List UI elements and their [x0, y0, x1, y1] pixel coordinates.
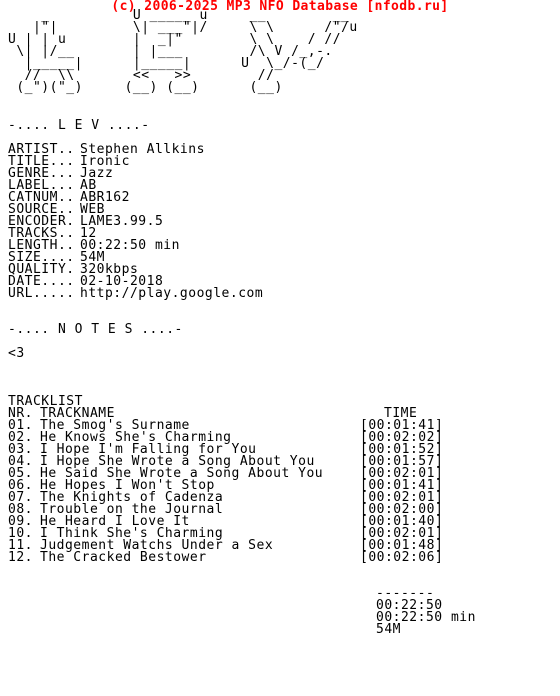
notes-title: -.... N O T E S ....- [8, 322, 183, 337]
ascii-art-logo [8, 10, 358, 94]
ascii-art-line: |_____| |_____| U \_/-(_/ [8, 56, 325, 71]
track-number: 09. [8, 514, 33, 529]
info-value: 54M [80, 250, 105, 265]
track-time: [00:02:00] [360, 502, 444, 517]
ascii-art-line: (_")("_) (__) (__) (__) [8, 80, 283, 95]
info-label: URL..... [8, 286, 75, 301]
track-time: [00:01:40] [360, 514, 444, 529]
track-name: Trouble on the Journal [40, 502, 224, 517]
track-name: I Hope She Wrote a Song About You [40, 454, 315, 469]
track-name: He Knows She's Charming [40, 430, 232, 445]
track-number: 02. [8, 430, 33, 445]
ascii-art-line: _ U _____ u __ __ [8, 8, 350, 23]
info-label: SOURCE.. [8, 202, 75, 217]
track-time: [00:01:48] [360, 538, 444, 553]
track-time: [00:02:02] [360, 430, 444, 445]
ascii-art-line: \| |/__ | |___ /\ V /_,-. [8, 44, 333, 59]
track-number: 10. [8, 526, 33, 541]
track-number: 12. [8, 550, 33, 565]
tracklist-heading: TRACKLIST [8, 394, 83, 409]
track-number: 07. [8, 490, 33, 505]
info-value: LAME3.99.5 [80, 214, 164, 229]
track-name: I Hope I'm Falling for You [40, 442, 257, 457]
info-value: AB [80, 178, 97, 193]
track-name: He Heard I Love It [40, 514, 190, 529]
info-label: CATNUM.. [8, 190, 75, 205]
track-time: [00:01:41] [360, 418, 444, 433]
nfodb-header: (c) 2006-2025 MP3 NFO Database [nfodb.ru] [111, 0, 449, 14]
track-name: He Said She Wrote a Song About You [40, 466, 324, 481]
info-value: 320kbps [80, 262, 139, 277]
totals-time: 00:22:50 [376, 598, 443, 613]
info-value: Jazz [80, 166, 114, 181]
release-title: -.... L E V ....- [8, 118, 150, 133]
info-label: SIZE.... [8, 250, 75, 265]
totals-separator: ------- [376, 586, 435, 601]
tracklist-col-name: TRACKNAME [40, 406, 115, 421]
ascii-art-line: |"| \| ___"|/ \ \ /"/u [8, 20, 358, 35]
info-label: ENCODER. [8, 214, 75, 229]
track-number: 05. [8, 466, 33, 481]
totals-size: 54M [376, 622, 401, 637]
track-time: [00:01:52] [360, 442, 444, 457]
info-value: Ironic [80, 154, 130, 169]
track-time: [00:02:01] [360, 526, 444, 541]
track-number: 03. [8, 442, 33, 457]
tracklist-col-time: TIME [384, 406, 418, 421]
track-time: [00:02:01] [360, 466, 444, 481]
track-number: 08. [8, 502, 33, 517]
info-label: GENRE... [8, 166, 75, 181]
track-time: [00:02:01] [360, 490, 444, 505]
info-value: ABR162 [80, 190, 130, 205]
track-time: [00:02:06] [360, 550, 444, 565]
info-label: ARTIST.. [8, 142, 75, 157]
track-number: 01. [8, 418, 33, 433]
info-label: LENGTH.. [8, 238, 75, 253]
info-value[interactable]: http://play.google.com [80, 286, 264, 301]
info-value: 02-10-2018 [80, 274, 164, 289]
track-name: The Knights of Cadenza [40, 490, 224, 505]
track-number: 11. [8, 538, 33, 553]
notes-text: <3 [8, 346, 25, 361]
info-value: 00:22:50 min [80, 238, 180, 253]
ascii-art-line: U | | u | _|" \ \ / // [8, 32, 342, 47]
info-label: DATE.... [8, 274, 75, 289]
track-number: 06. [8, 478, 33, 493]
track-time: [00:01:57] [360, 454, 444, 469]
track-name: I Think She's Charming [40, 526, 224, 541]
info-value: Stephen Allkins [80, 142, 205, 157]
info-label: TITLE... [8, 154, 75, 169]
totals-time-min: 00:22:50 min [376, 610, 476, 625]
info-label: QUALITY. [8, 262, 75, 277]
track-number: 04. [8, 454, 33, 469]
track-name: The Smog's Surname [40, 418, 190, 433]
info-label: TRACKS.. [8, 226, 75, 241]
ascii-art-line: // \\ << >> // [8, 68, 275, 83]
tracklist-col-nr: NR. [8, 406, 33, 421]
track-name: Judgement Watchs Under a Sex [40, 538, 274, 553]
info-label: LABEL... [8, 178, 75, 193]
track-time: [00:01:41] [360, 478, 444, 493]
track-name: He Hopes I Won't Stop [40, 478, 215, 493]
track-name: The Cracked Bestower [40, 550, 207, 565]
info-value: WEB [80, 202, 105, 217]
info-value: 12 [80, 226, 97, 241]
